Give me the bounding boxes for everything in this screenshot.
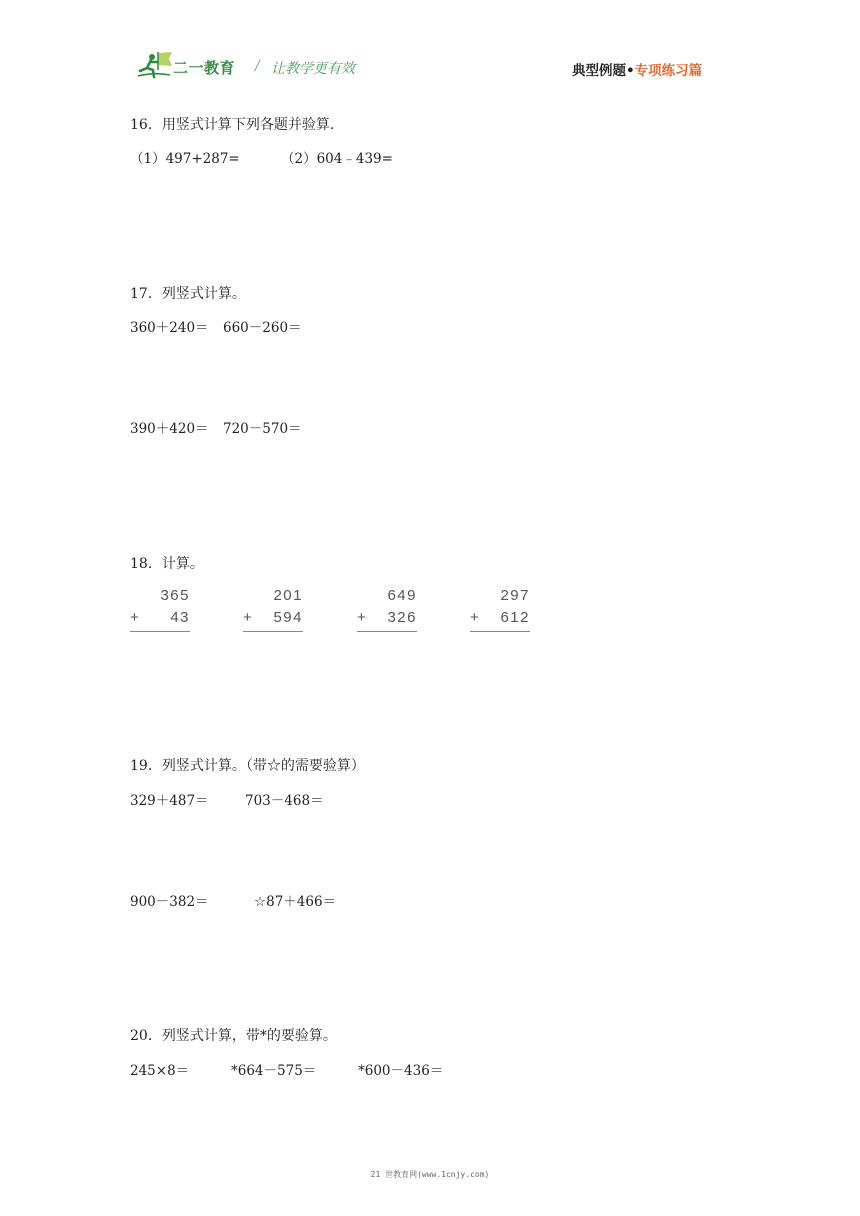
logo-running-icon <box>136 50 176 80</box>
vertical-addition-3 <box>357 585 417 629</box>
addend-bottom: 594 <box>273 609 303 626</box>
page-footer: 21 世教育网(www.1cnjy.com) <box>370 1170 490 1179</box>
addend-bottom: 326 <box>387 609 417 626</box>
plus-sign: + <box>243 609 254 626</box>
sum-line <box>357 631 417 632</box>
addend-top: 649 <box>387 587 417 604</box>
question-19-item-1: 329＋487＝ <box>130 793 209 809</box>
question-17-item-4: 720－570＝ <box>223 421 302 437</box>
plus-sign: + <box>130 609 141 626</box>
question-17-item-3: 390＋420＝ <box>130 421 209 437</box>
question-20-item-1: 245×8＝ <box>130 1063 190 1079</box>
question-17-title: 17．列竖式计算。 <box>130 286 246 302</box>
addend-top: 365 <box>160 587 190 604</box>
header-subcategory: 专项练习篇 <box>634 63 703 79</box>
plus-sign: + <box>470 609 481 626</box>
logo-separator: / <box>255 58 260 74</box>
addend-top: 201 <box>273 587 303 604</box>
logo-slogan: 让教学更有效 <box>271 61 355 77</box>
question-17-item-1: 360＋240＝ <box>130 320 209 336</box>
question-20-title: 20．列竖式计算，带*的要验算。 <box>130 1028 337 1044</box>
question-20-item-2: *664－575＝ <box>231 1063 317 1079</box>
addend-top: 297 <box>500 587 530 604</box>
addend-bottom: 43 <box>170 609 190 626</box>
question-16-item-2: （2）604﹣439= <box>281 151 393 167</box>
sum-line <box>470 631 530 632</box>
question-20-item-3: *600－436＝ <box>358 1063 444 1079</box>
sum-line <box>130 631 190 632</box>
header-section-title <box>572 59 702 79</box>
question-16-item-1: （1）497+287= <box>130 151 240 167</box>
question-19-title: 19．列竖式计算。（带☆的需要验算） <box>130 758 365 774</box>
header-dot: • <box>626 63 635 79</box>
question-19-item-3: 900－382＝ <box>130 894 209 910</box>
question-19-item-4: ☆87＋466＝ <box>254 894 337 910</box>
question-17-item-2: 660－260＝ <box>223 320 302 336</box>
sum-line <box>243 631 303 632</box>
plus-sign: + <box>357 609 368 626</box>
question-19-item-2: 703－468＝ <box>245 793 324 809</box>
vertical-addition-2 <box>243 585 303 629</box>
addend-bottom: 612 <box>500 609 530 626</box>
logo-name: 二一教育 <box>173 59 236 77</box>
vertical-addition-1 <box>130 585 190 629</box>
question-16-title: 16．用竖式计算下列各题并验算. <box>130 117 335 133</box>
header-category: 典型例题 <box>572 63 626 79</box>
question-18-title: 18．计算。 <box>130 556 204 572</box>
vertical-addition-4 <box>470 585 530 629</box>
